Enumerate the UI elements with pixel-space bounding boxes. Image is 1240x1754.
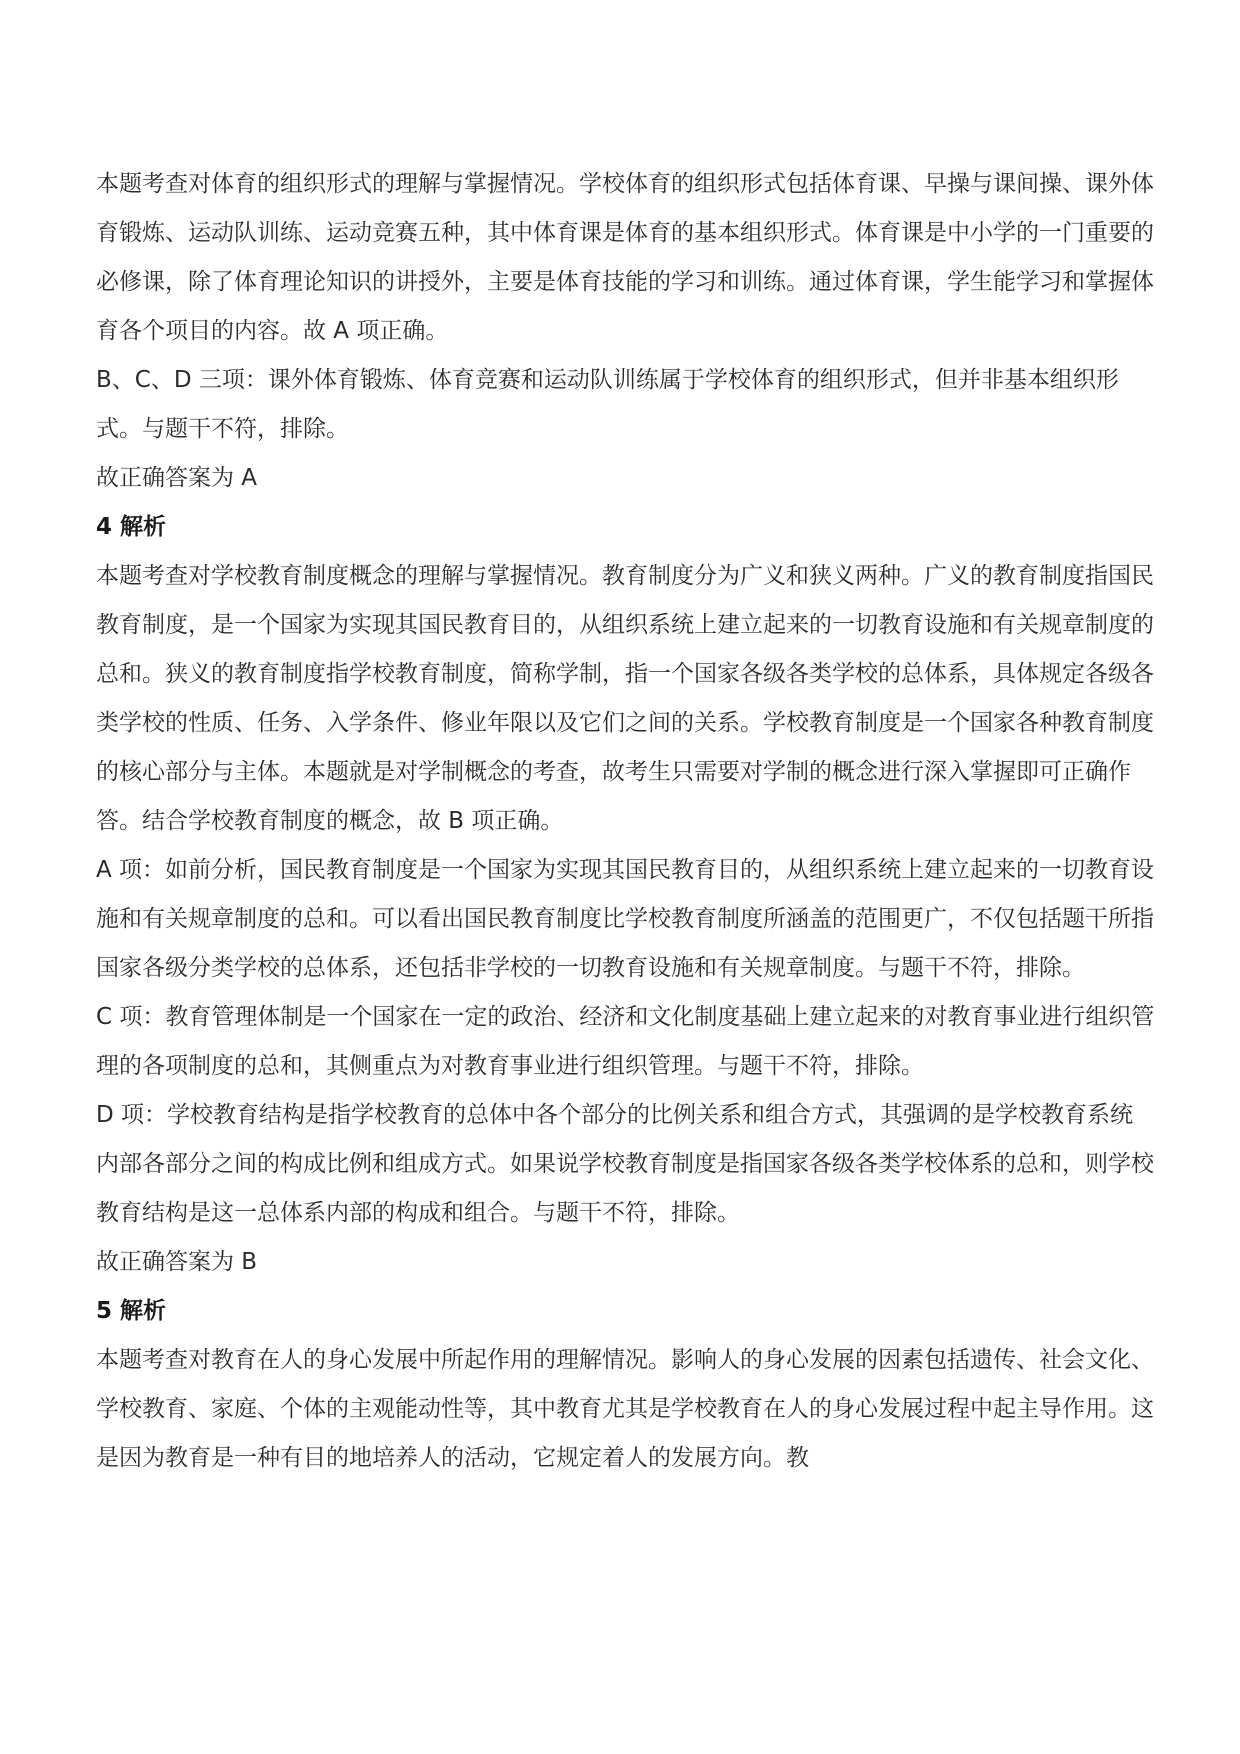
paragraph-q4-option-c: C 项：教育管理体制是一个国家在一定的政治、经济和文化制度基础上建立起来的对教育事业进行组织管理的各项制度的总和，其侧重点为对教育事业进行组织管理。与题干不符，排除。 bbox=[96, 1004, 1155, 1079]
document-body bbox=[96, 160, 1156, 1483]
paragraph-q5-analysis: 本题考查对教育在人的身心发展中所起作用的理解情况。影响人的身心发展的因素包括遗传、社会文化、学校教育、家庭、个体的主观能动性等，其中教育尤其是学校教育在人的身心发展过程中起主导作用。这是因为教育是一种有目的地培养人的活动，它规定着人的发展方向。教 bbox=[96, 1347, 1154, 1471]
paragraph-q4-answer: 故正确答案为 B bbox=[96, 1249, 258, 1275]
paragraph-q3-options-bcd: B、C、D 三项：课外体育锻炼、体育竞赛和运动队训练属于学校体育的组织形式，但并非基本组织形式。与题干不符，排除。 bbox=[96, 367, 1119, 442]
paragraph-q4-option-d: D 项：学校教育结构是指学校教育的总体中各个部分的比例关系和组合方式，其强调的是学校教育系统内部各部分之间的构成比例和组成方式。如果说学校教育制度是指国家各级各类学校体系的总和，则学校教育结构是这一总体系内部的构成和组合。与题干不符，排除。 bbox=[96, 1102, 1154, 1226]
paragraph-q4-analysis: 本题考查对学校教育制度概念的理解与掌握情况。教育制度分为广义和狭义两种。广义的教育制度指国民教育制度，是一个国家为实现其国民教育目的，从组织系统上建立起来的一切教育设施和有关规章制度的总和。狭义的教育制度指学校教育制度，简称学制，指一个国家各级各类学校的总体系，具体规定各级各类学校的性质、任务、入学条件、修业年限以及它们之间的关系。学校教育制度是一个国家各种教育制度的核心部分与主体。本题就是对学制概念的考查，故考生只需要对学制的概念进行深入掌握即可正确作答。结合学校教育制度的概念，故 B 项正确。 bbox=[96, 563, 1154, 834]
paragraph-q3-analysis: 本题考查对体育的组织形式的理解与掌握情况。学校体育的组织形式包括体育课、早操与课间操、课外体育锻炼、运动队训练、运动竞赛五种，其中体育课是体育的基本组织形式。体育课是中小学的一门重要的必修课，除了体育理论知识的讲授外，主要是体育技能的学习和训练。通过体育课，学生能学习和掌握体育各个项目的内容。故 A 项正确。 bbox=[96, 171, 1154, 344]
heading-q5-analysis: 5 解析 bbox=[96, 1298, 167, 1324]
paragraph-q4-option-a: A 项：如前分析，国民教育制度是一个国家为实现其国民教育目的，从组织系统上建立起来的一切教育设施和有关规章制度的总和。可以看出国民教育制度比学校教育制度所涵盖的范围更广，不仅包括题干所指国家各级分类学校的总体系，还包括非学校的一切教育设施和有关规章制度。与题干不符，排除。 bbox=[96, 857, 1155, 981]
heading-q4-analysis: 4 解析 bbox=[96, 514, 167, 540]
paragraph-q3-answer: 故正确答案为 A bbox=[96, 465, 258, 491]
